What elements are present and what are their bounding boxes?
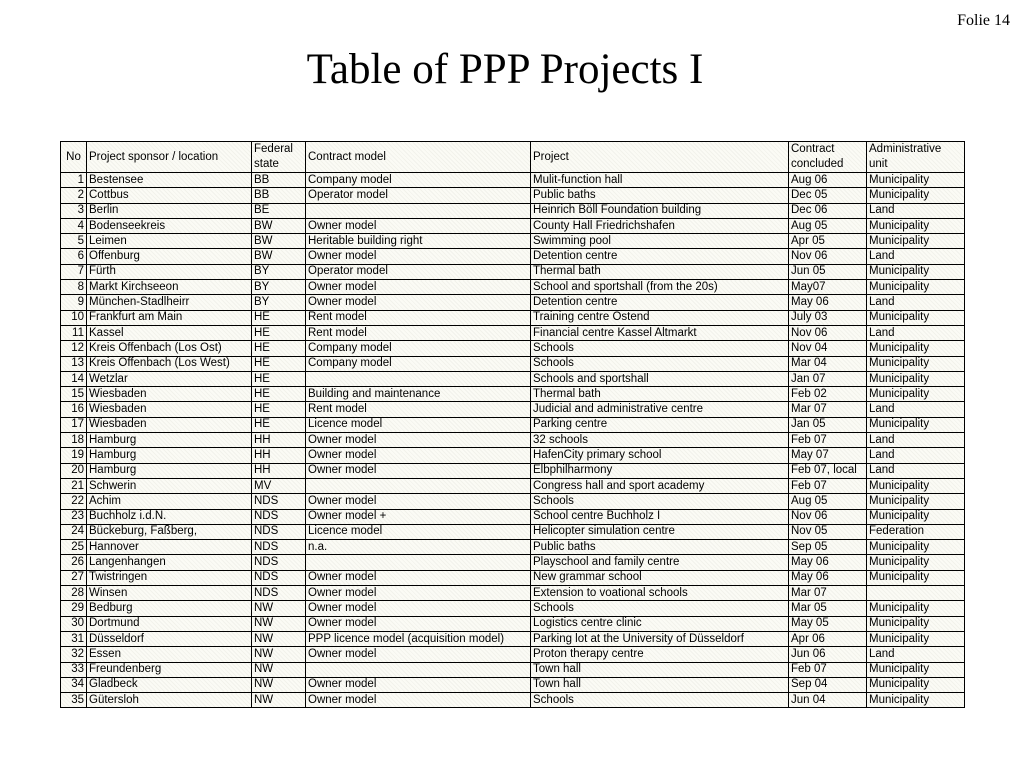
cell-state: NW [252,647,306,662]
cell-state: NW [252,662,306,677]
table-row [61,417,965,432]
header-sponsor: Project sponsor / location [87,142,252,173]
table-row [61,402,965,417]
cell-concluded: Nov 06 [789,249,867,264]
cell-project: 32 schools [531,433,789,448]
cell-model: Rent model [306,310,531,325]
table-header-row [61,142,965,173]
cell-model: Rent model [306,325,531,340]
cell-model: Owner model [306,494,531,509]
cell-model: Owner model [306,677,531,692]
table-row [61,173,965,188]
cell-no: 11 [61,325,87,340]
cell-unit: Municipality [867,188,965,203]
cell-model: n.a. [306,540,531,555]
cell-model: Owner model [306,280,531,295]
cell-project: Schools and sportshall [531,371,789,386]
cell-project: Helicopter simulation centre [531,524,789,539]
cell-project: Schools [531,693,789,708]
cell-project: County Hall Friedrichshafen [531,218,789,233]
cell-state: NW [252,631,306,646]
cell-no: 25 [61,540,87,555]
table-row [61,555,965,570]
cell-unit: Municipality [867,509,965,524]
cell-model: Building and maintenance [306,387,531,402]
cell-state: HE [252,371,306,386]
cell-state: NDS [252,540,306,555]
cell-model: Owner model [306,601,531,616]
cell-state: MV [252,478,306,493]
cell-state: BB [252,173,306,188]
cell-state: NW [252,693,306,708]
cell-unit: Land [867,402,965,417]
cell-project: New grammar school [531,570,789,585]
cell-model: Owner model [306,616,531,631]
table-row [61,616,965,631]
cell-no: 13 [61,356,87,371]
cell-no: 15 [61,387,87,402]
cell-unit: Municipality [867,677,965,692]
cell-concluded: Aug 06 [789,173,867,188]
table-row [61,586,965,601]
cell-concluded: Jan 05 [789,417,867,432]
cell-project: Schools [531,601,789,616]
cell-unit: Land [867,448,965,463]
cell-no: 21 [61,478,87,493]
cell-project: HafenCity primary school [531,448,789,463]
cell-concluded: Feb 07, local [789,463,867,478]
cell-state: NW [252,677,306,692]
cell-project: Congress hall and sport academy [531,478,789,493]
cell-state: BW [252,234,306,249]
cell-project: Mulit-function hall [531,173,789,188]
cell-state: HH [252,433,306,448]
cell-model: Owner model [306,249,531,264]
cell-state: HE [252,356,306,371]
cell-model: PPP licence model (acquisition model) [306,631,531,646]
cell-no: 35 [61,693,87,708]
cell-state: HE [252,341,306,356]
table-row [61,524,965,539]
cell-no: 7 [61,264,87,279]
table-row [61,356,965,371]
cell-model: Owner model [306,586,531,601]
cell-no: 19 [61,448,87,463]
table-body [61,173,965,708]
cell-concluded: Mar 07 [789,586,867,601]
header-project: Project [531,142,789,173]
cell-state: HE [252,387,306,402]
cell-state: HH [252,448,306,463]
cell-concluded: Jun 06 [789,647,867,662]
table-row [61,249,965,264]
cell-model [306,478,531,493]
cell-no: 9 [61,295,87,310]
cell-state: BY [252,264,306,279]
cell-project: Schools [531,341,789,356]
cell-model: Licence model [306,524,531,539]
cell-state: NDS [252,494,306,509]
table-row [61,693,965,708]
cell-sponsor: Hamburg [87,448,252,463]
cell-no: 5 [61,234,87,249]
cell-unit: Municipality [867,341,965,356]
cell-sponsor: Kreis Offenbach (Los Ost) [87,341,252,356]
cell-unit: Land [867,647,965,662]
cell-state: HH [252,463,306,478]
table-row [61,341,965,356]
cell-concluded: Mar 04 [789,356,867,371]
header-concluded: Contract concluded [789,142,867,173]
cell-no: 12 [61,341,87,356]
cell-unit: Land [867,325,965,340]
cell-state: HE [252,310,306,325]
cell-sponsor: Hamburg [87,433,252,448]
cell-project: Public baths [531,540,789,555]
cell-state: BW [252,249,306,264]
cell-project: Detention centre [531,295,789,310]
cell-unit: Municipality [867,234,965,249]
cell-unit: Municipality [867,540,965,555]
cell-state: BY [252,280,306,295]
cell-project: Schools [531,356,789,371]
table-row [61,601,965,616]
table-row [61,203,965,218]
cell-no: 8 [61,280,87,295]
cell-model [306,371,531,386]
table-row [61,188,965,203]
cell-sponsor: Langenhangen [87,555,252,570]
cell-project: Town hall [531,677,789,692]
cell-project: Extension to voational schools [531,586,789,601]
cell-unit: Land [867,249,965,264]
cell-no: 20 [61,463,87,478]
cell-unit: Municipality [867,631,965,646]
cell-state: BY [252,295,306,310]
cell-model: Licence model [306,417,531,432]
cell-concluded: Apr 05 [789,234,867,249]
cell-state: NDS [252,524,306,539]
cell-concluded: May 06 [789,295,867,310]
cell-sponsor: Schwerin [87,478,252,493]
cell-unit: Municipality [867,280,965,295]
table-row [61,631,965,646]
cell-model: Operator model [306,264,531,279]
cell-project: Elbphilharmony [531,463,789,478]
cell-project: Logistics centre clinic [531,616,789,631]
cell-state: BE [252,203,306,218]
cell-state: NDS [252,509,306,524]
cell-no: 10 [61,310,87,325]
cell-project: School and sportshall (from the 20s) [531,280,789,295]
table-row [61,433,965,448]
table-row [61,280,965,295]
cell-no: 4 [61,218,87,233]
cell-concluded: Apr 06 [789,631,867,646]
cell-unit: Municipality [867,356,965,371]
cell-no: 2 [61,188,87,203]
cell-sponsor: Achim [87,494,252,509]
cell-unit: Municipality [867,478,965,493]
cell-model: Heritable building right [306,234,531,249]
cell-concluded: May07 [789,280,867,295]
cell-sponsor: Essen [87,647,252,662]
cell-concluded: May 06 [789,570,867,585]
cell-concluded: Jun 04 [789,693,867,708]
cell-model [306,662,531,677]
cell-no: 24 [61,524,87,539]
cell-state: NW [252,616,306,631]
cell-sponsor: Gütersloh [87,693,252,708]
cell-unit: Municipality [867,555,965,570]
cell-sponsor: Offenburg [87,249,252,264]
cell-sponsor: Düsseldorf [87,631,252,646]
cell-concluded: Feb 02 [789,387,867,402]
cell-model: Owner model [306,448,531,463]
table-row [61,677,965,692]
cell-unit: Municipality [867,494,965,509]
slide-title: Table of PPP Projects I [306,46,704,93]
table-row [61,478,965,493]
cell-no: 18 [61,433,87,448]
cell-model: Owner model [306,570,531,585]
cell-sponsor: Kassel [87,325,252,340]
cell-project: Training centre Ostend [531,310,789,325]
cell-model: Owner model + [306,509,531,524]
cell-unit: Municipality [867,693,965,708]
cell-concluded: Sep 05 [789,540,867,555]
cell-unit: Municipality [867,616,965,631]
cell-unit: Municipality [867,662,965,677]
cell-project: Thermal bath [531,264,789,279]
cell-state: NW [252,601,306,616]
cell-concluded: Mar 07 [789,402,867,417]
cell-concluded: Nov 06 [789,325,867,340]
cell-project: Judicial and administrative centre [531,402,789,417]
cell-project: School centre Buchholz I [531,509,789,524]
cell-project: Schools [531,494,789,509]
cell-concluded: Dec 05 [789,188,867,203]
cell-unit: Municipality [867,417,965,432]
cell-model: Owner model [306,295,531,310]
header-no: No [61,142,87,173]
cell-no: 33 [61,662,87,677]
cell-no: 27 [61,570,87,585]
cell-concluded: Aug 05 [789,218,867,233]
cell-model: Rent model [306,402,531,417]
cell-state: HE [252,325,306,340]
cell-sponsor: Berlin [87,203,252,218]
cell-unit: Land [867,433,965,448]
table-row [61,647,965,662]
cell-concluded: Jan 07 [789,371,867,386]
cell-sponsor: München-Stadlheirr [87,295,252,310]
cell-project: Parking centre [531,417,789,432]
cell-no: 31 [61,631,87,646]
cell-sponsor: Buchholz i.d.N. [87,509,252,524]
table-row [61,295,965,310]
cell-unit: Municipality [867,310,965,325]
cell-state: BB [252,188,306,203]
cell-model: Company model [306,173,531,188]
cell-concluded: May 07 [789,448,867,463]
cell-unit: Land [867,203,965,218]
cell-sponsor: Cottbus [87,188,252,203]
cell-unit: Municipality [867,601,965,616]
cell-unit: Land [867,463,965,478]
cell-concluded: Feb 07 [789,662,867,677]
cell-project: Financial centre Kassel Altmarkt [531,325,789,340]
table-row [61,310,965,325]
cell-project: Public baths [531,188,789,203]
cell-model: Owner model [306,693,531,708]
cell-sponsor: Bestensee [87,173,252,188]
cell-sponsor: Hannover [87,540,252,555]
cell-state: HE [252,402,306,417]
cell-no: 22 [61,494,87,509]
table-row [61,234,965,249]
cell-no: 30 [61,616,87,631]
cell-concluded: May 05 [789,616,867,631]
table-row [61,448,965,463]
cell-unit: Land [867,295,965,310]
cell-state: NDS [252,570,306,585]
cell-model: Company model [306,356,531,371]
cell-sponsor: Bückeburg, Faßberg, [87,524,252,539]
cell-concluded: Nov 06 [789,509,867,524]
cell-no: 17 [61,417,87,432]
cell-unit [867,586,965,601]
cell-unit: Federation [867,524,965,539]
cell-sponsor: Dortmund [87,616,252,631]
cell-project: Proton therapy centre [531,647,789,662]
cell-model [306,555,531,570]
ppp-projects-table [60,141,965,708]
cell-project: Detention centre [531,249,789,264]
cell-sponsor: Leimen [87,234,252,249]
header-state: Federal state [252,142,306,173]
cell-concluded: Nov 05 [789,524,867,539]
cell-concluded: Sep 04 [789,677,867,692]
cell-state: NDS [252,586,306,601]
cell-no: 3 [61,203,87,218]
table-row [61,325,965,340]
cell-model: Owner model [306,433,531,448]
table-row [61,570,965,585]
cell-sponsor: Freundenberg [87,662,252,677]
cell-sponsor: Fürth [87,264,252,279]
table-row [61,387,965,402]
cell-no: 14 [61,371,87,386]
cell-concluded: Mar 05 [789,601,867,616]
header-unit: Administrative unit [867,142,965,173]
cell-model: Owner model [306,463,531,478]
cell-model [306,203,531,218]
cell-unit: Municipality [867,218,965,233]
cell-project: Swimming pool [531,234,789,249]
table-row [61,463,965,478]
cell-no: 6 [61,249,87,264]
cell-sponsor: Wetzlar [87,371,252,386]
cell-project: Parking lot at the University of Düsseldorf [531,631,789,646]
cell-sponsor: Wiesbaden [87,417,252,432]
cell-model: Owner model [306,647,531,662]
cell-unit: Municipality [867,371,965,386]
cell-concluded: May 06 [789,555,867,570]
cell-state: BW [252,218,306,233]
cell-project: Town hall [531,662,789,677]
cell-no: 28 [61,586,87,601]
cell-concluded: Jun 05 [789,264,867,279]
cell-sponsor: Hamburg [87,463,252,478]
cell-concluded: Dec 06 [789,203,867,218]
cell-unit: Municipality [867,387,965,402]
cell-sponsor: Frankfurt am Main [87,310,252,325]
cell-unit: Municipality [867,570,965,585]
table-row [61,509,965,524]
table-row [61,264,965,279]
cell-concluded: Aug 05 [789,494,867,509]
table-row [61,540,965,555]
table-row [61,494,965,509]
cell-concluded: July 03 [789,310,867,325]
slide-number: Folie 14 [957,12,1010,29]
header-model: Contract model [306,142,531,173]
cell-concluded: Feb 07 [789,433,867,448]
table-row [61,371,965,386]
cell-no: 1 [61,173,87,188]
cell-sponsor: Markt Kirchseeon [87,280,252,295]
cell-sponsor: Twistringen [87,570,252,585]
cell-concluded: Nov 04 [789,341,867,356]
table-row [61,662,965,677]
cell-sponsor: Kreis Offenbach (Los West) [87,356,252,371]
cell-no: 29 [61,601,87,616]
cell-no: 16 [61,402,87,417]
cell-project: Playschool and family centre [531,555,789,570]
table-row [61,218,965,233]
cell-sponsor: Winsen [87,586,252,601]
cell-no: 34 [61,677,87,692]
cell-sponsor: Gladbeck [87,677,252,692]
cell-project: Heinrich Böll Foundation building [531,203,789,218]
cell-sponsor: Wiesbaden [87,402,252,417]
cell-model: Company model [306,341,531,356]
cell-unit: Municipality [867,264,965,279]
cell-unit: Municipality [867,173,965,188]
cell-sponsor: Bedburg [87,601,252,616]
cell-sponsor: Bodenseekreis [87,218,252,233]
cell-no: 23 [61,509,87,524]
cell-no: 26 [61,555,87,570]
cell-no: 32 [61,647,87,662]
cell-state: HE [252,417,306,432]
cell-concluded: Feb 07 [789,478,867,493]
cell-model: Operator model [306,188,531,203]
cell-state: NDS [252,555,306,570]
cell-sponsor: Wiesbaden [87,387,252,402]
cell-project: Thermal bath [531,387,789,402]
cell-model: Owner model [306,218,531,233]
